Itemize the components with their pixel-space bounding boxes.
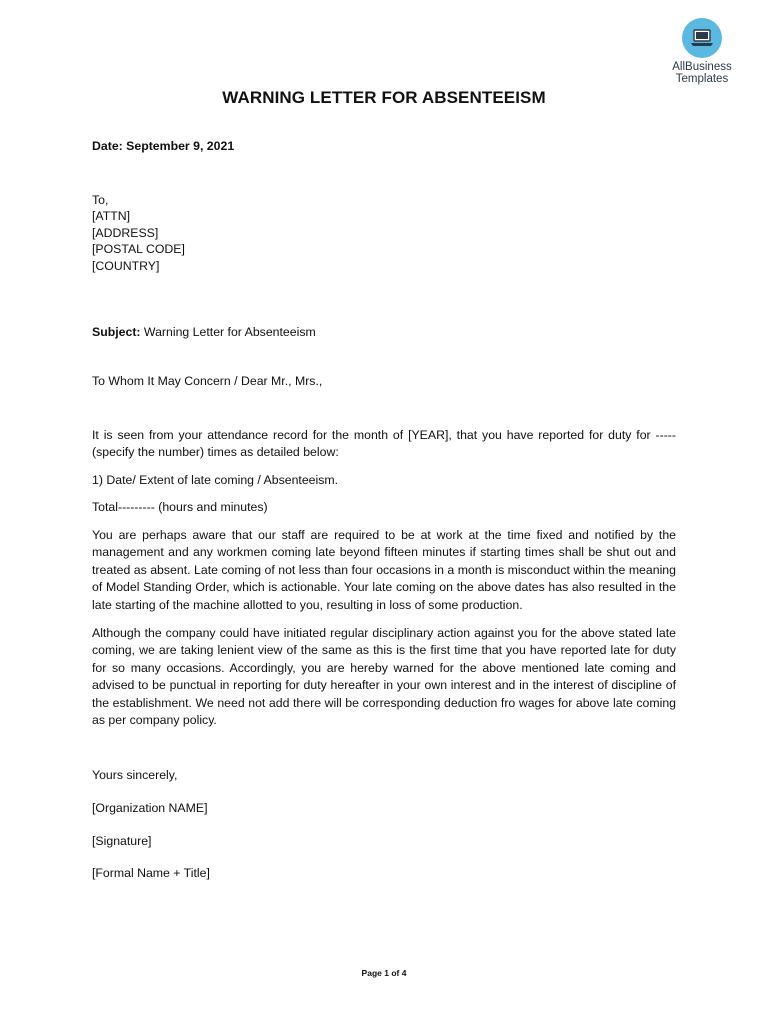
- closing-signature: [Signature]: [92, 834, 152, 848]
- total-line: Total--------- (hours and minutes): [92, 500, 268, 514]
- list-item-late-coming: 1) Date/ Extent of late coming / Absenteeism.: [92, 473, 339, 487]
- address-postal-code: [POSTAL CODE]: [92, 242, 185, 257]
- address-to: To,: [92, 193, 109, 207]
- subject-text: Warning Letter for Absenteeism: [140, 325, 316, 339]
- address-attn: [ATTN]: [92, 209, 131, 224]
- laptop-icon: [690, 28, 714, 48]
- logo-text: [668, 61, 736, 85]
- closing-organization: [Organization NAME]: [92, 801, 208, 815]
- allbusiness-logo[interactable]: [668, 18, 736, 85]
- address-country: [COUNTRY]: [92, 258, 160, 273]
- logo-line-2: Templates: [675, 73, 729, 85]
- paragraph-awareness: You are perhaps aware that our staff are required to be at work at the time fixed and notified by the management and any workmen coming late beyond fifteen minutes if starting times shall be shut out and treated as absent. Late coming of not less than four occasions in a month is misconduct within the meaning of Model Standing Order, which is actionable. Your late coming on the above dates has also resulted in the late starting of the machine allotted to you, resulting in loss of some production.: [92, 528, 676, 612]
- recipient-address: [92, 192, 676, 274]
- salutation: To Whom It May Concern / Dear Mr., Mrs.,: [92, 374, 323, 388]
- intro-paragraph: It is seen from your attendance record for the month of [YEAR], that you have reported for duty for -----(specify the number) times as detailed below:: [92, 428, 676, 460]
- address-street: [ADDRESS]: [92, 225, 159, 240]
- closing-formal-name: [Formal Name + Title]: [92, 866, 210, 880]
- logo-line-1: AllBusiness: [672, 61, 732, 73]
- letter-title: WARNING LETTER FOR ABSENTEEISM: [222, 88, 546, 107]
- subject-line: [92, 324, 676, 341]
- closing-sincerely: Yours sincerely,: [92, 768, 178, 782]
- subject-label: Subject:: [92, 325, 141, 339]
- paragraph-warning: Although the company could have initiated regular disciplinary action against you for the above stated late coming, we are taking lenient view of the same as this is the first time that you have reported late for duty for so many occasions. Accordingly, you are hereby warned for the above mentioned late coming and advised to be punctual in reporting for duty hereafter in your own interest and in the interest of discipline of the establishment. We need not add there will be corresponding deduction fro wages for above late coming as per company policy.: [92, 626, 676, 728]
- letter-date: Date: September 9, 2021: [92, 139, 235, 153]
- logo-circle: [682, 18, 722, 58]
- page-number: Page 1 of 4: [361, 968, 407, 978]
